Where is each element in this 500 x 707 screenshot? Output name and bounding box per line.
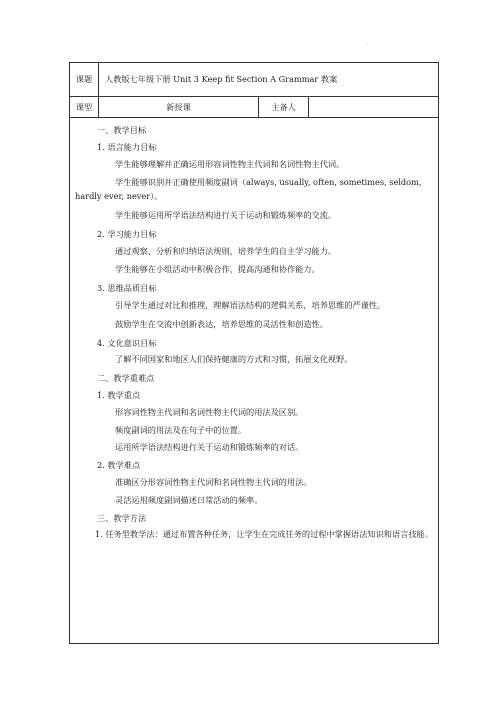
paragraph: 1. 任务型教学法：通过布置各种任务，让学生在完成任务的过程中掌握语法知识和语言技能。 (95, 529, 433, 540)
author-label: 主备人 (259, 97, 309, 118)
subsection-heading: 2. 教学难点 (97, 460, 141, 471)
content-cell (70, 118, 439, 644)
paragraph: 了解不同国家和地区人们保持健康的方式和习惯，拓展文化视野。 (115, 354, 353, 365)
type-row (70, 97, 439, 118)
paragraph: 学生能够在小组活动中积极合作，提高沟通和协作能力。 (115, 264, 320, 275)
section-heading: 三、教学方法 (97, 512, 147, 523)
paragraph: 准确区分形容词性物主代词和名词性物主代词的用法。 (115, 476, 312, 487)
paragraph: 鼓励学生在交流中创新表达，培养思维的灵活性和创造性。 (115, 318, 328, 329)
topic-label: 课题 (70, 63, 99, 97)
section-heading: 一、教学目标 (97, 125, 147, 135)
subsection-heading: 4. 文化意识目标 (97, 337, 157, 348)
paragraph: 频度副词的用法及在句子中的位置。 (115, 424, 247, 435)
paragraph: 通过观察、分析和归纳语法规则，培养学生的自主学习能力。 (115, 245, 337, 256)
paragraph: 学生能够理解并正确运用形容词性物主代词和名词性物主代词。 (115, 158, 345, 169)
subsection-heading: 2. 学习能力目标 (97, 228, 157, 239)
type-label: 课型 (70, 97, 99, 118)
paragraph: 学生能够识别并正确使用频度副词（always, usually, often, sometimes, seldom, hardly ever, never）。 (75, 177, 422, 202)
author-value (309, 97, 439, 118)
type-value: 新授课 (99, 97, 259, 118)
lesson-plan-table (69, 62, 439, 644)
subsection-heading: 1. 语言能力目标 (97, 141, 157, 152)
paragraph: 学生能够运用所学语法结构进行关于运动和锻炼频率的交流。 (115, 209, 337, 220)
paragraph: 引导学生通过对比和推理，理解语法结构的逻辑关系，培养思维的严谨性。 (115, 299, 386, 310)
paragraph: 运用所学语法结构进行关于运动和锻炼频率的对话。 (115, 442, 304, 453)
subsection-heading: 1. 教学重点 (97, 389, 141, 400)
paragraph: 形容词性物主代词和名词性物主代词的用法及区别。 (115, 406, 304, 417)
topic-row (70, 63, 439, 97)
paragraph: 灵活运用频度副词描述日常活动的频率。 (115, 494, 263, 505)
section-heading: 二、教学重难点 (97, 373, 155, 384)
subsection-heading: 3. 思维品质目标 (97, 283, 157, 294)
topic-value: 人教版七年级下册 Unit 3 Keep fit Section A Grammar 教案 (99, 63, 439, 97)
page-mark: · (366, 42, 368, 49)
content-row (70, 118, 439, 644)
